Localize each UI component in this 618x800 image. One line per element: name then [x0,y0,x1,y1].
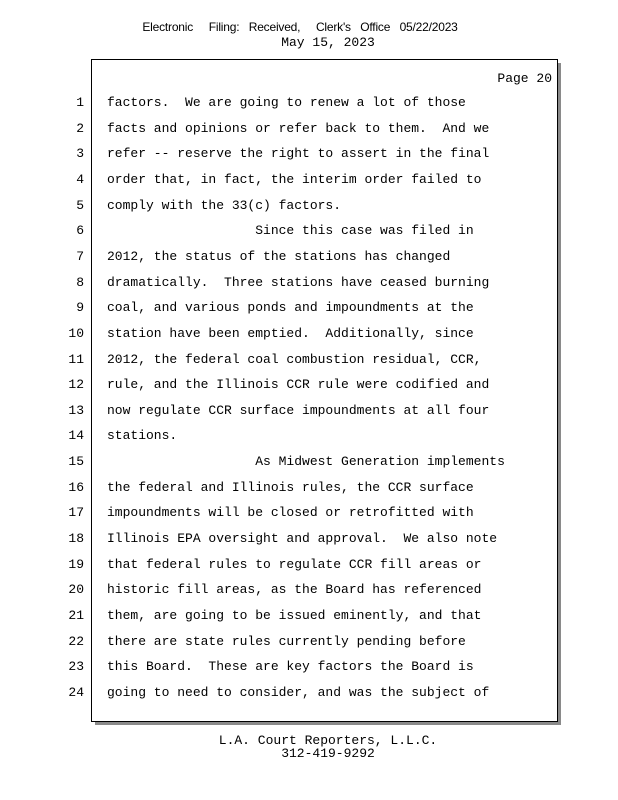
line-text: rule, and the Illinois CCR rule were codified and [107,377,490,392]
line-text: going to need to consider, and was the subject of [107,685,490,700]
line-text: the federal and Illinois rules, the CCR surface [107,480,474,495]
line-text: comply with the 33(c) factors. [107,198,342,213]
line-number: 14 [68,428,84,443]
line-number: 5 [76,198,84,213]
line-text: order that, in fact, the interim order failed to [107,172,482,187]
header-date: May 15, 2023 [281,35,375,50]
line-number: 21 [68,608,84,623]
line-text: facts and opinions or refer back to them. And we [107,121,490,136]
line-text: refer -- reserve the right to assert in the final [107,146,490,161]
line-text: this Board. These are key factors the Board is [107,659,474,674]
line-text: impoundments will be closed or retrofitted with [107,505,474,520]
line-text: now regulate CCR surface impoundments at all four [107,403,490,418]
line-text: factors. We are going to renew a lot of those [107,95,466,110]
line-text: coal, and various ponds and impoundments at the [107,300,474,315]
line-number: 4 [76,172,84,187]
line-number: 12 [68,377,84,392]
line-number: 23 [68,659,84,674]
line-number: 22 [68,634,84,649]
line-text: 2012, the federal coal combustion residual, CCR, [107,352,482,367]
line-number: 11 [68,352,84,367]
line-number: 1 [76,95,84,110]
line-text: 2012, the status of the stations has changed [107,249,451,264]
line-number: 20 [68,582,84,597]
line-text: Since this case was filed in [107,223,474,238]
line-number: 15 [68,454,84,469]
line-text: them, are going to be issued eminently, and that [107,608,482,623]
footer-company: L.A. Court Reporters, L.L.C. [218,733,438,748]
line-text: there are state rules currently pending before [107,634,466,649]
line-number: 8 [76,275,84,290]
line-number: 19 [68,557,84,572]
line-text: As Midwest Generation implements [107,454,505,469]
line-number: 16 [68,480,84,495]
line-text: Illinois EPA oversight and approval. We also note [107,531,498,546]
line-text: historic fill areas, as the Board has referenced [107,582,482,597]
line-number: 18 [68,531,84,546]
filing-stamp: Electronic Filing: Received, Clerk's Office 05/22/2023 [142,20,458,34]
line-text: dramatically. Three stations have ceased burning [107,275,490,290]
line-text: stations. [107,428,178,443]
line-number: 2 [76,121,84,136]
line-number: 10 [68,326,84,341]
line-number: 17 [68,505,84,520]
line-number: 3 [76,146,84,161]
footer-phone: 312-419-9292 [281,746,375,761]
line-number: 24 [68,685,84,700]
line-text: that federal rules to regulate CCR fill areas or [107,557,482,572]
line-text: station have been emptied. Additionally, since [107,326,474,341]
line-number: 6 [76,223,84,238]
line-number: 13 [68,403,84,418]
page-number: Page 20 [497,71,552,86]
line-number: 9 [76,300,84,315]
line-number: 7 [76,249,84,264]
